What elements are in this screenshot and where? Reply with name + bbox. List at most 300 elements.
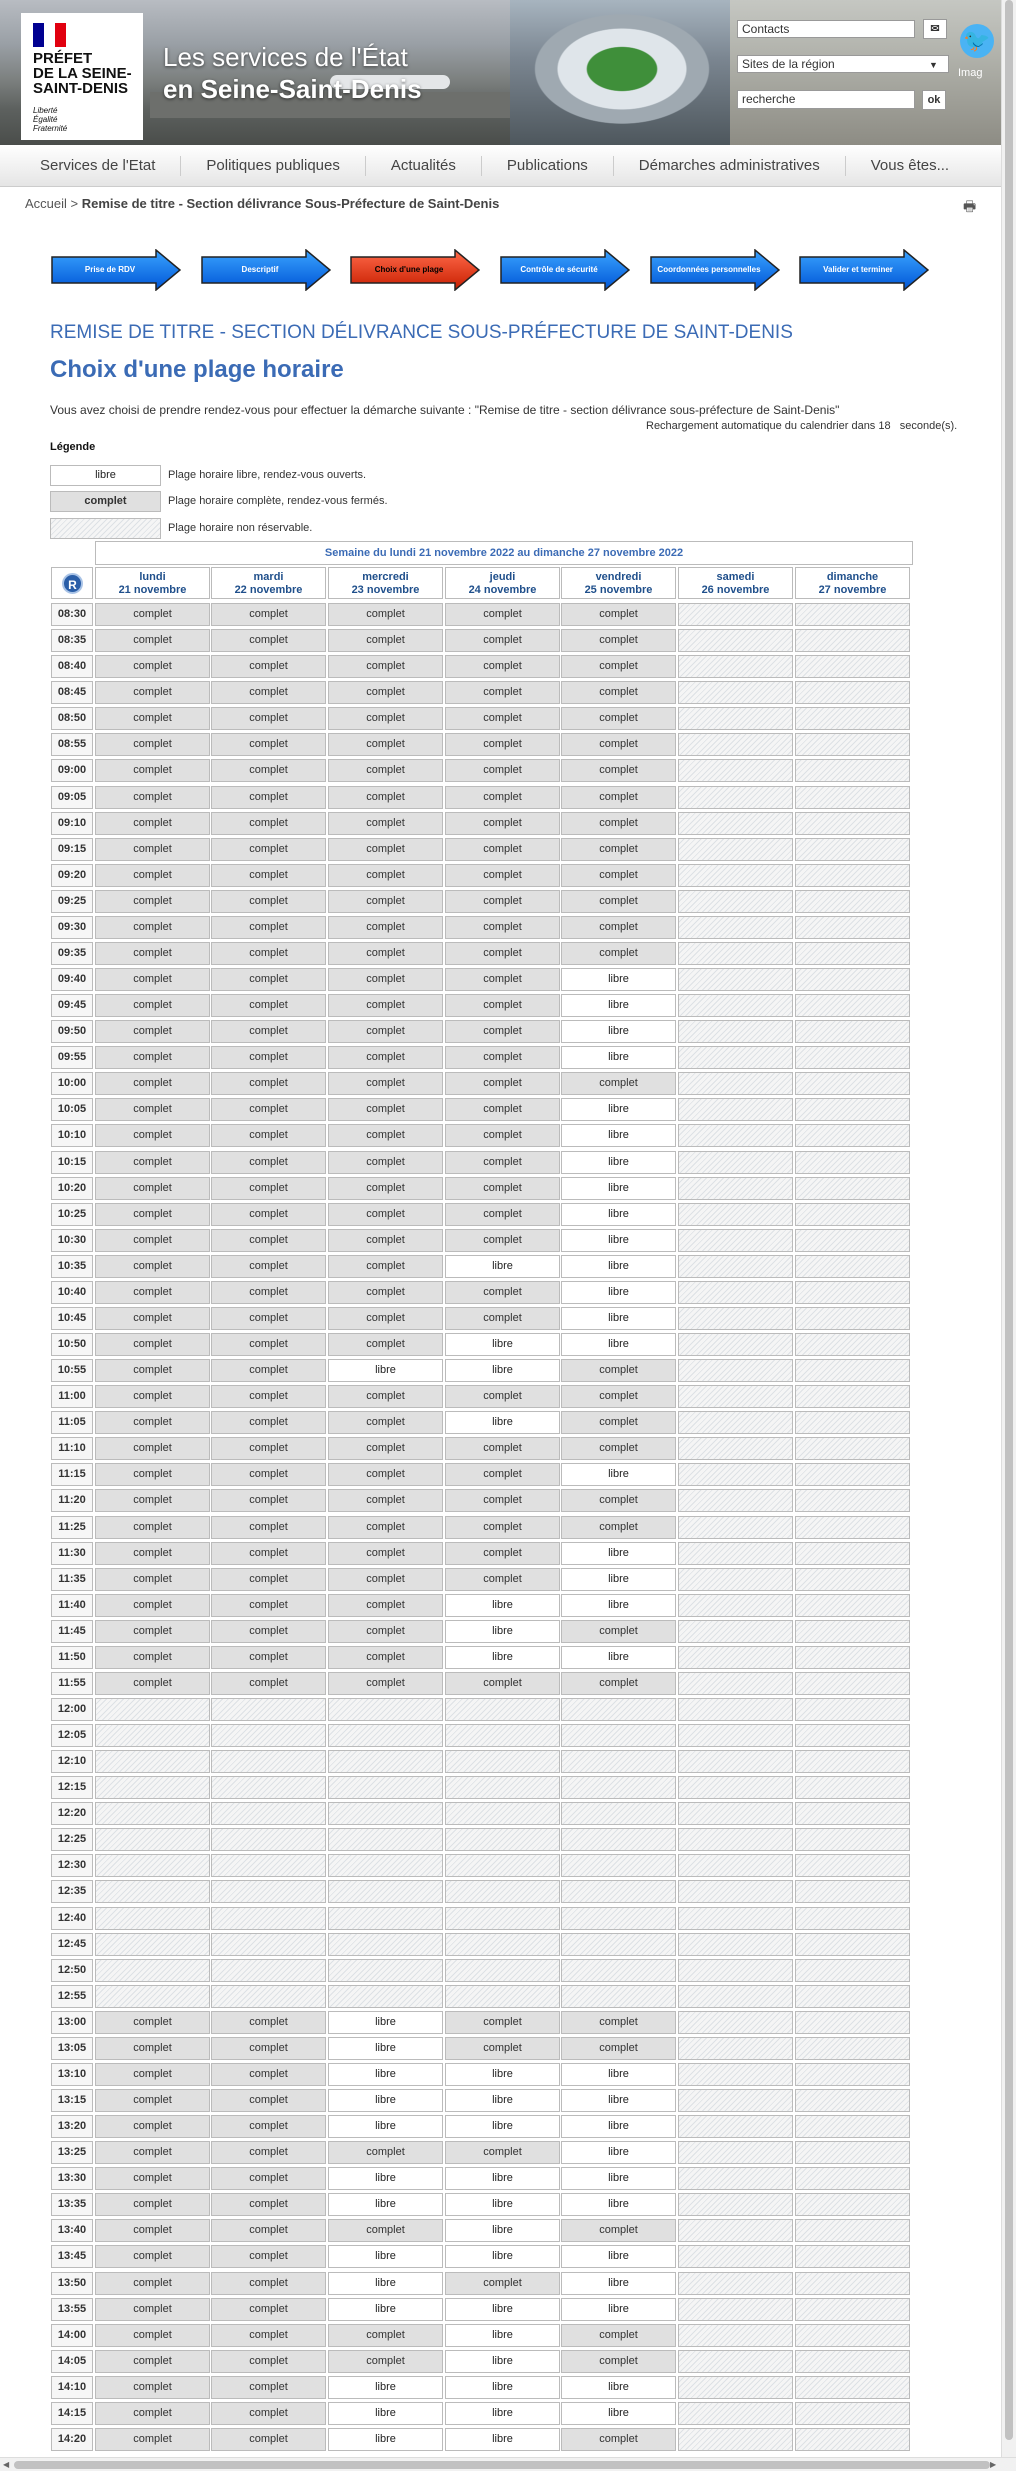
slot-libre[interactable]: libre: [328, 2193, 443, 2216]
slot-unavailable: [678, 1229, 793, 1252]
slot-unavailable: [795, 1959, 910, 1982]
marianne-icon: [33, 23, 67, 47]
slot-complet: complet: [445, 759, 560, 782]
sites-region-select[interactable]: Sites de la région: [737, 55, 949, 73]
slot-unavailable: [445, 1802, 560, 1825]
slot-complet: complet: [561, 629, 676, 652]
slot-complet: complet: [211, 1568, 326, 1591]
slot-unavailable: [795, 1177, 910, 1200]
slot-libre[interactable]: libre: [445, 2324, 560, 2347]
slot-complet: complet: [445, 1203, 560, 1226]
step-label: Descriptif: [241, 265, 279, 274]
slot-complet: complet: [95, 1672, 210, 1695]
slot-unavailable: [95, 1959, 210, 1982]
chevron-down-icon[interactable]: ▼: [929, 60, 938, 70]
time-label: 11:30: [51, 1542, 93, 1565]
slot-libre[interactable]: libre: [561, 2115, 676, 2138]
slot-libre[interactable]: libre: [561, 1203, 676, 1226]
time-label: 10:30: [51, 1229, 93, 1252]
day-name: jeudi: [489, 571, 516, 583]
slot-libre[interactable]: libre: [328, 2115, 443, 2138]
slot-unavailable: [795, 1880, 910, 1903]
slot-libre[interactable]: libre: [445, 2428, 560, 2451]
slot-libre[interactable]: libre: [561, 2193, 676, 2216]
slot-complet: complet: [445, 629, 560, 652]
slot-libre[interactable]: libre: [561, 2245, 676, 2268]
slot-unavailable: [795, 629, 910, 652]
slot-unavailable: [795, 1124, 910, 1147]
time-label: 14:00: [51, 2324, 93, 2347]
slot-complet: complet: [445, 1072, 560, 1095]
day-date: 25 novembre: [584, 584, 653, 596]
slot-unavailable: [678, 1385, 793, 1408]
reload-countdown: Rechargement automatique du calendrier dans 18 seconde(s).: [646, 420, 958, 432]
slot-libre[interactable]: libre: [561, 2167, 676, 2190]
broken-image-icon: Imag: [958, 67, 983, 79]
slot-libre[interactable]: libre: [328, 2089, 443, 2112]
slot-complet: complet: [328, 968, 443, 991]
slot-libre[interactable]: libre: [445, 2376, 560, 2399]
slot-unavailable: [795, 1385, 910, 1408]
slot-complet: complet: [211, 1333, 326, 1356]
slot-libre[interactable]: libre: [445, 2219, 560, 2242]
slot-unavailable: [328, 1802, 443, 1825]
slot-complet: complet: [95, 2167, 210, 2190]
slot-libre[interactable]: libre: [561, 1046, 676, 1069]
time-label: 08:55: [51, 733, 93, 756]
time-label: 10:50: [51, 1333, 93, 1356]
slot-libre[interactable]: libre: [561, 2272, 676, 2295]
slot-libre[interactable]: libre: [561, 1020, 676, 1043]
day-date: 26 novembre: [701, 584, 770, 596]
nav-item[interactable]: Démarches administratives: [613, 156, 845, 176]
slot-unavailable: [795, 2037, 910, 2060]
time-label: 13:20: [51, 2115, 93, 2138]
slot-unavailable: [795, 1098, 910, 1121]
day-header-mardi: [211, 567, 326, 599]
time-label: 10:00: [51, 1072, 93, 1095]
slot-unavailable: [328, 1880, 443, 1903]
step-label: Contrôle de sécurité: [520, 265, 598, 274]
slot-unavailable: [795, 2428, 910, 2451]
slot-complet: complet: [95, 1359, 210, 1382]
refresh-calendar-button[interactable]: [51, 567, 93, 599]
progress-steps: [51, 249, 939, 291]
time-label: 14:05: [51, 2350, 93, 2373]
slot-unavailable: [678, 1568, 793, 1591]
slot-unavailable: [445, 1828, 560, 1851]
mail-icon-button[interactable]: ✉: [923, 19, 947, 39]
slot-complet: complet: [211, 2219, 326, 2242]
slot-complet: complet: [328, 1255, 443, 1278]
slot-unavailable: [678, 2402, 793, 2425]
slot-complet: complet: [445, 2141, 560, 2164]
nav-item[interactable]: Vous êtes...: [845, 156, 974, 176]
slot-complet: complet: [95, 1177, 210, 1200]
day-date: 24 novembre: [468, 584, 537, 596]
time-label: 10:45: [51, 1307, 93, 1330]
breadcrumb-home[interactable]: Accueil: [25, 196, 67, 211]
slot-libre[interactable]: libre: [561, 1594, 676, 1617]
slot-unavailable: [795, 733, 910, 756]
nav-item[interactable]: Publications: [481, 156, 613, 176]
search-input[interactable]: recherche: [737, 90, 915, 109]
slot-unavailable: [795, 890, 910, 913]
slot-libre[interactable]: libre: [445, 2115, 560, 2138]
slot-complet: complet: [211, 2037, 326, 2060]
slot-libre[interactable]: libre: [561, 1542, 676, 1565]
slot-libre[interactable]: libre: [445, 2245, 560, 2268]
slot-complet: complet: [211, 2115, 326, 2138]
slot-complet: complet: [561, 838, 676, 861]
slot-unavailable: [211, 1907, 326, 1930]
day-name: vendredi: [595, 571, 642, 583]
slot-complet: complet: [445, 1124, 560, 1147]
slot-complet: complet: [445, 1542, 560, 1565]
time-label: 14:20: [51, 2428, 93, 2451]
slot-unavailable: [445, 1854, 560, 1877]
slot-complet: complet: [211, 2324, 326, 2347]
site-title-line2[interactable]: en Seine-Saint-Denis: [163, 74, 422, 104]
slot-unavailable: [678, 2272, 793, 2295]
slot-unavailable: [445, 1907, 560, 1930]
slot-complet: complet: [211, 2376, 326, 2399]
time-label: 09:10: [51, 812, 93, 835]
slot-libre[interactable]: libre: [561, 1177, 676, 1200]
step-3: [350, 249, 480, 291]
step-4: [500, 249, 630, 291]
slot-complet: complet: [445, 1516, 560, 1539]
slot-libre[interactable]: libre: [328, 2011, 443, 2034]
slot-libre[interactable]: libre: [445, 1620, 560, 1643]
slot-complet: complet: [211, 838, 326, 861]
slot-unavailable: [795, 864, 910, 887]
slot-unavailable: [211, 1985, 326, 2008]
slot-complet: complet: [328, 994, 443, 1017]
slot-libre[interactable]: libre: [561, 2402, 676, 2425]
slot-libre[interactable]: libre: [561, 2089, 676, 2112]
slot-complet: complet: [445, 916, 560, 939]
slot-complet: complet: [211, 812, 326, 835]
slot-libre[interactable]: libre: [445, 1411, 560, 1434]
slot-libre[interactable]: libre: [561, 1307, 676, 1330]
slot-unavailable: [678, 629, 793, 652]
slot-complet: complet: [211, 2428, 326, 2451]
slot-libre[interactable]: libre: [561, 968, 676, 991]
slot-complet: complet: [211, 1229, 326, 1252]
slot-libre[interactable]: libre: [328, 2298, 443, 2321]
day-date: 23 novembre: [351, 584, 420, 596]
slot-complet: complet: [445, 1046, 560, 1069]
slot-unavailable: [795, 2167, 910, 2190]
step-label: Coordonnées personnelles: [657, 265, 761, 274]
slot-libre[interactable]: libre: [445, 1255, 560, 1278]
slot-complet: complet: [211, 1411, 326, 1434]
slot-complet: complet: [95, 1098, 210, 1121]
slot-unavailable: [678, 1463, 793, 1486]
search-ok-button[interactable]: ok: [922, 90, 946, 110]
slot-complet: complet: [328, 1489, 443, 1512]
slot-unavailable: [678, 890, 793, 913]
slot-unavailable: [211, 1724, 326, 1747]
slot-libre[interactable]: libre: [561, 1333, 676, 1356]
slot-complet: complet: [95, 1020, 210, 1043]
slot-complet: complet: [95, 994, 210, 1017]
slot-libre[interactable]: libre: [445, 1594, 560, 1617]
slot-complet: complet: [95, 2245, 210, 2268]
site-header: [0, 0, 1001, 145]
time-label: 13:25: [51, 2141, 93, 2164]
slot-unavailable: [795, 1411, 910, 1434]
slot-complet: complet: [95, 2350, 210, 2373]
slot-unavailable: [445, 1750, 560, 1773]
slot-complet: complet: [211, 1281, 326, 1304]
slot-unavailable: [561, 1907, 676, 1930]
slot-libre[interactable]: libre: [561, 1646, 676, 1669]
day-name: mercredi: [362, 571, 409, 583]
horizontal-scrollbar[interactable]: [0, 2457, 1016, 2471]
slot-complet: complet: [445, 655, 560, 678]
time-label: 10:25: [51, 1203, 93, 1226]
prefecture-logo[interactable]: [21, 13, 143, 140]
time-label: 13:15: [51, 2089, 93, 2112]
slot-complet: complet: [95, 1281, 210, 1304]
slot-libre[interactable]: libre: [328, 1359, 443, 1382]
slot-complet: complet: [211, 942, 326, 965]
slot-complet: complet: [211, 1542, 326, 1565]
slot-unavailable: [678, 1724, 793, 1747]
time-label: 12:25: [51, 1828, 93, 1851]
print-icon[interactable]: 🖶: [963, 198, 977, 214]
slot-complet: complet: [95, 655, 210, 678]
slot-complet: complet: [328, 1151, 443, 1174]
time-label: 12:00: [51, 1698, 93, 1721]
slot-complet: complet: [211, 994, 326, 1017]
slot-complet: complet: [211, 968, 326, 991]
slot-complet: complet: [445, 2011, 560, 2034]
slot-unavailable: [795, 942, 910, 965]
slot-complet: complet: [95, 1646, 210, 1669]
time-label: 11:45: [51, 1620, 93, 1643]
slot-libre[interactable]: libre: [561, 1255, 676, 1278]
slot-complet: complet: [328, 1516, 443, 1539]
slot-libre[interactable]: libre: [445, 1646, 560, 1669]
slot-unavailable: [678, 2089, 793, 2112]
slot-unavailable: [328, 1724, 443, 1747]
slot-complet: complet: [95, 1385, 210, 1408]
slot-complet: complet: [95, 2011, 210, 2034]
slot-unavailable: [678, 2219, 793, 2242]
slot-complet: complet: [328, 655, 443, 678]
slot-unavailable: [678, 1776, 793, 1799]
slot-complet: complet: [211, 1437, 326, 1460]
slot-unavailable: [678, 942, 793, 965]
twitter-icon[interactable]: 🐦: [960, 24, 994, 58]
slot-unavailable: [95, 1828, 210, 1851]
breadcrumb-current: Remise de titre - Section délivrance Sous-Préfecture de Saint-Denis: [81, 196, 500, 211]
slot-libre[interactable]: libre: [445, 2298, 560, 2321]
slot-libre[interactable]: libre: [328, 2402, 443, 2425]
time-label: 12:05: [51, 1724, 93, 1747]
slot-complet: complet: [328, 786, 443, 809]
slot-libre[interactable]: libre: [445, 2193, 560, 2216]
slot-unavailable: [211, 1776, 326, 1799]
slot-libre[interactable]: libre: [561, 2141, 676, 2164]
slot-complet: complet: [211, 1020, 326, 1043]
slot-unavailable: [795, 2011, 910, 2034]
slot-unavailable: [678, 1177, 793, 1200]
horizontal-scrollbar-thumb[interactable]: [14, 2461, 990, 2469]
slot-unavailable: [211, 1933, 326, 1956]
slot-unavailable: [95, 1907, 210, 1930]
slot-unavailable: [95, 1802, 210, 1825]
slot-complet: complet: [95, 1437, 210, 1460]
time-label: 08:45: [51, 681, 93, 704]
refresh-icon[interactable]: R: [62, 573, 83, 594]
slot-complet: complet: [328, 1124, 443, 1147]
slot-complet: complet: [445, 1151, 560, 1174]
slot-libre[interactable]: libre: [445, 2402, 560, 2425]
slot-complet: complet: [445, 681, 560, 704]
slot-libre[interactable]: libre: [445, 1333, 560, 1356]
slot-libre[interactable]: libre: [561, 1463, 676, 1486]
slot-complet: complet: [95, 838, 210, 861]
slot-complet: complet: [95, 1489, 210, 1512]
slot-unavailable: [795, 1776, 910, 1799]
slot-unavailable: [445, 1880, 560, 1903]
slot-unavailable: [678, 1516, 793, 1539]
slot-libre[interactable]: libre: [561, 1151, 676, 1174]
slot-complet: complet: [211, 681, 326, 704]
time-label: 13:45: [51, 2245, 93, 2268]
slot-complet: complet: [211, 655, 326, 678]
slot-complet: complet: [445, 2037, 560, 2060]
scroll-right-icon[interactable]: ▶: [990, 2460, 997, 2469]
slot-libre[interactable]: libre: [561, 2063, 676, 2086]
slot-unavailable: [95, 1698, 210, 1721]
slot-unavailable: [795, 2298, 910, 2321]
slot-unavailable: [795, 916, 910, 939]
slot-libre[interactable]: libre: [445, 1359, 560, 1382]
breadcrumb: [25, 196, 499, 211]
slot-complet: complet: [211, 1516, 326, 1539]
slot-libre[interactable]: libre: [445, 2063, 560, 2086]
slot-libre[interactable]: libre: [445, 2089, 560, 2112]
slot-libre[interactable]: libre: [561, 1098, 676, 1121]
scroll-left-icon[interactable]: ◀: [3, 2460, 10, 2469]
slot-unavailable: [795, 1854, 910, 1877]
slot-complet: complet: [95, 2037, 210, 2060]
time-label: 10:05: [51, 1098, 93, 1121]
slot-unavailable: [678, 1698, 793, 1721]
slot-libre[interactable]: libre: [328, 2428, 443, 2451]
slot-complet: complet: [211, 603, 326, 626]
slot-complet: complet: [211, 1151, 326, 1174]
demarche-title: REMISE DE TITRE - SECTION DÉLIVRANCE SOUS-PRÉFECTURE DE SAINT-DENIS: [50, 322, 793, 343]
slot-unavailable: [795, 655, 910, 678]
site-title-line1[interactable]: Les services de l'État: [163, 42, 408, 72]
slot-complet: complet: [328, 681, 443, 704]
vertical-scrollbar[interactable]: [1001, 0, 1016, 2457]
slot-libre[interactable]: libre: [561, 1281, 676, 1304]
slot-complet: complet: [561, 2011, 676, 2034]
slot-unavailable: [795, 681, 910, 704]
slot-libre[interactable]: libre: [561, 1229, 676, 1252]
slot-complet: complet: [95, 1255, 210, 1278]
slot-libre[interactable]: libre: [445, 2350, 560, 2373]
time-label: 11:40: [51, 1594, 93, 1617]
nav-item[interactable]: Actualités: [365, 156, 481, 176]
nav-item[interactable]: Services de l'Etat: [40, 156, 156, 174]
slot-unavailable: [795, 1203, 910, 1226]
contacts-select[interactable]: Contacts: [737, 20, 915, 38]
scrollbar-thumb[interactable]: [1005, 0, 1013, 2440]
slot-complet: complet: [211, 1255, 326, 1278]
slot-libre[interactable]: libre: [328, 2063, 443, 2086]
slot-unavailable: [795, 1698, 910, 1721]
slot-complet: complet: [561, 681, 676, 704]
time-label: 12:45: [51, 1933, 93, 1956]
slot-unavailable: [678, 1333, 793, 1356]
slot-libre[interactable]: libre: [561, 1124, 676, 1147]
slot-unavailable: [795, 1750, 910, 1773]
slot-unavailable: [795, 1046, 910, 1069]
slot-libre[interactable]: libre: [561, 2298, 676, 2321]
slot-unavailable: [678, 681, 793, 704]
nav-item[interactable]: Politiques publiques: [180, 156, 364, 176]
slot-complet: complet: [95, 2298, 210, 2321]
slot-unavailable: [95, 1933, 210, 1956]
slot-complet: complet: [95, 1124, 210, 1147]
slot-complet: complet: [211, 1307, 326, 1330]
slot-unavailable: [795, 1724, 910, 1747]
slot-libre[interactable]: libre: [328, 2376, 443, 2399]
slot-complet: complet: [328, 1411, 443, 1434]
slot-complet: complet: [561, 2219, 676, 2242]
slot-unavailable: [678, 2245, 793, 2268]
time-label: 09:40: [51, 968, 93, 991]
slot-complet: complet: [211, 2011, 326, 2034]
slot-unavailable: [678, 1750, 793, 1773]
slot-unavailable: [795, 786, 910, 809]
slot-complet: complet: [561, 812, 676, 835]
slot-libre[interactable]: libre: [328, 2037, 443, 2060]
slot-complet: complet: [211, 1098, 326, 1121]
time-label: 12:20: [51, 1802, 93, 1825]
slot-unavailable: [678, 1620, 793, 1643]
slot-complet: complet: [561, 2350, 676, 2373]
time-label: 14:10: [51, 2376, 93, 2399]
slot-unavailable: [678, 2324, 793, 2347]
slot-complet: complet: [328, 890, 443, 913]
slot-complet: complet: [561, 733, 676, 756]
slot-libre[interactable]: libre: [328, 2272, 443, 2295]
day-header-lundi: [95, 567, 210, 599]
slot-complet: complet: [328, 1229, 443, 1252]
slot-complet: complet: [95, 2193, 210, 2216]
slot-unavailable: [328, 1907, 443, 1930]
slot-libre[interactable]: libre: [328, 2245, 443, 2268]
slot-libre[interactable]: libre: [561, 2376, 676, 2399]
time-label: 13:10: [51, 2063, 93, 2086]
slot-libre[interactable]: libre: [561, 1568, 676, 1591]
slot-unavailable: [795, 1594, 910, 1617]
slot-unavailable: [795, 1072, 910, 1095]
slot-libre[interactable]: libre: [445, 2167, 560, 2190]
slot-libre[interactable]: libre: [328, 2167, 443, 2190]
slot-complet: complet: [328, 603, 443, 626]
slot-libre[interactable]: libre: [561, 994, 676, 1017]
